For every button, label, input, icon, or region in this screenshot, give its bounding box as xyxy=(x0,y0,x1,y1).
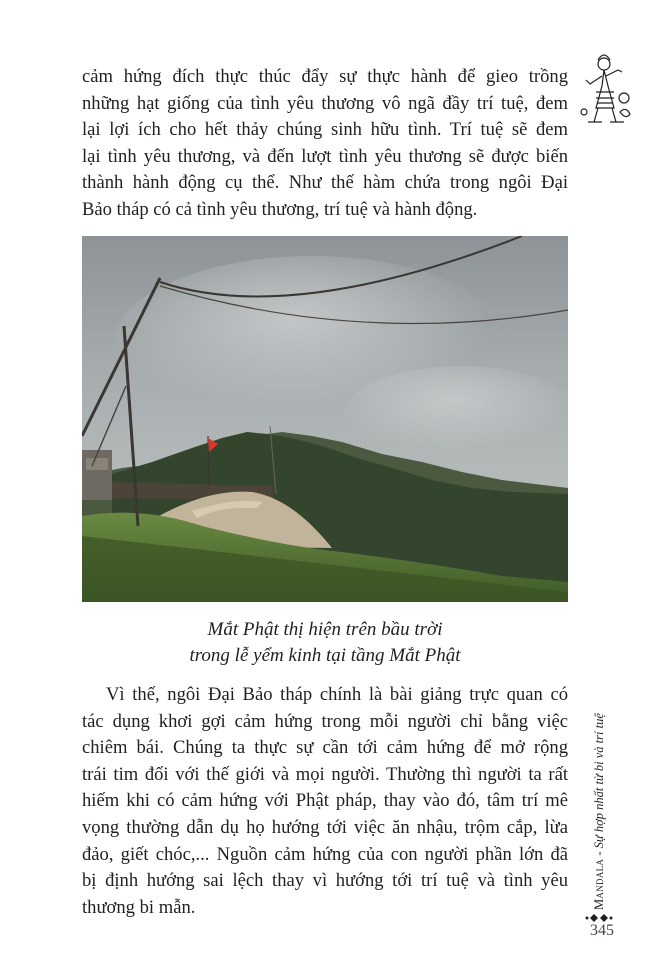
running-head-separator: - xyxy=(592,848,606,859)
text-line: tác dụng khơi gợi cảm hứng trong mỗi người chỉ bằng việc xyxy=(82,710,568,732)
running-head xyxy=(592,640,607,910)
photo-caption xyxy=(82,617,568,669)
caption-line: Mắt Phật thị hiện trên bầu trời xyxy=(207,619,443,640)
text-line: đảo, giết chóc,... Nguồn cảm hứng của con người phần lớn đã xyxy=(82,843,568,865)
photo-sky-mountain xyxy=(82,236,568,602)
text-line: lại lợi ích cho hết thảy chúng sinh hữu tình. Trí tuệ sẽ đem xyxy=(82,119,568,141)
text-line: chiêm bái. Chúng ta thực sự cần tới cảm hứng để mở rộng xyxy=(82,737,568,759)
page-number: 345 xyxy=(590,922,614,939)
text-line: lại tình yêu thương, và đến lượt tình yêu thương sẽ được biến xyxy=(82,145,568,167)
paragraph-2 xyxy=(82,682,568,921)
text-line: bị định hướng sai lệch thay vì hướng tới trí tuệ và tình yêu xyxy=(82,870,568,892)
text-line: Vì thế, ngôi Đại Bảo tháp chính là bài giảng trực quan có xyxy=(106,684,568,705)
text-line: vọng thường dẫn dụ họ hướng tới việc ăn nhậu, trộm cắp, lừa xyxy=(82,816,568,838)
running-head-subtitle: Sự hợp nhất từ bi và trí tuệ xyxy=(592,713,606,849)
text-line: Bảo tháp có cả tình yêu thương, trí tuệ và hành động. xyxy=(82,198,478,220)
text-line: thành hành động cụ thể. Như thế hàm chứa trong ngôi Đại xyxy=(82,172,568,194)
paragraph-1 xyxy=(82,64,568,224)
text-line: cảm hứng đích thực thúc đẩy sự thực hành để gieo trồng xyxy=(82,66,568,87)
text-line: trái tim đối với thế giới và mọi người. Thường thì người ta rất xyxy=(82,763,568,785)
text-line: những hạt giống của tình yêu thương vô ngã đầy trí tuệ, đem xyxy=(82,92,568,114)
caption-line: trong lễ yểm kinh tại tầng Mắt Phật xyxy=(189,645,461,666)
monk-figure-illustration xyxy=(574,52,636,128)
running-head-book: Mandala xyxy=(592,858,606,910)
text-line: hiếm khi có cảm hứng với Phật pháp, thay vào đó, tâm trí mê xyxy=(82,790,568,812)
text-line: thương bi mẫn. xyxy=(82,896,196,918)
